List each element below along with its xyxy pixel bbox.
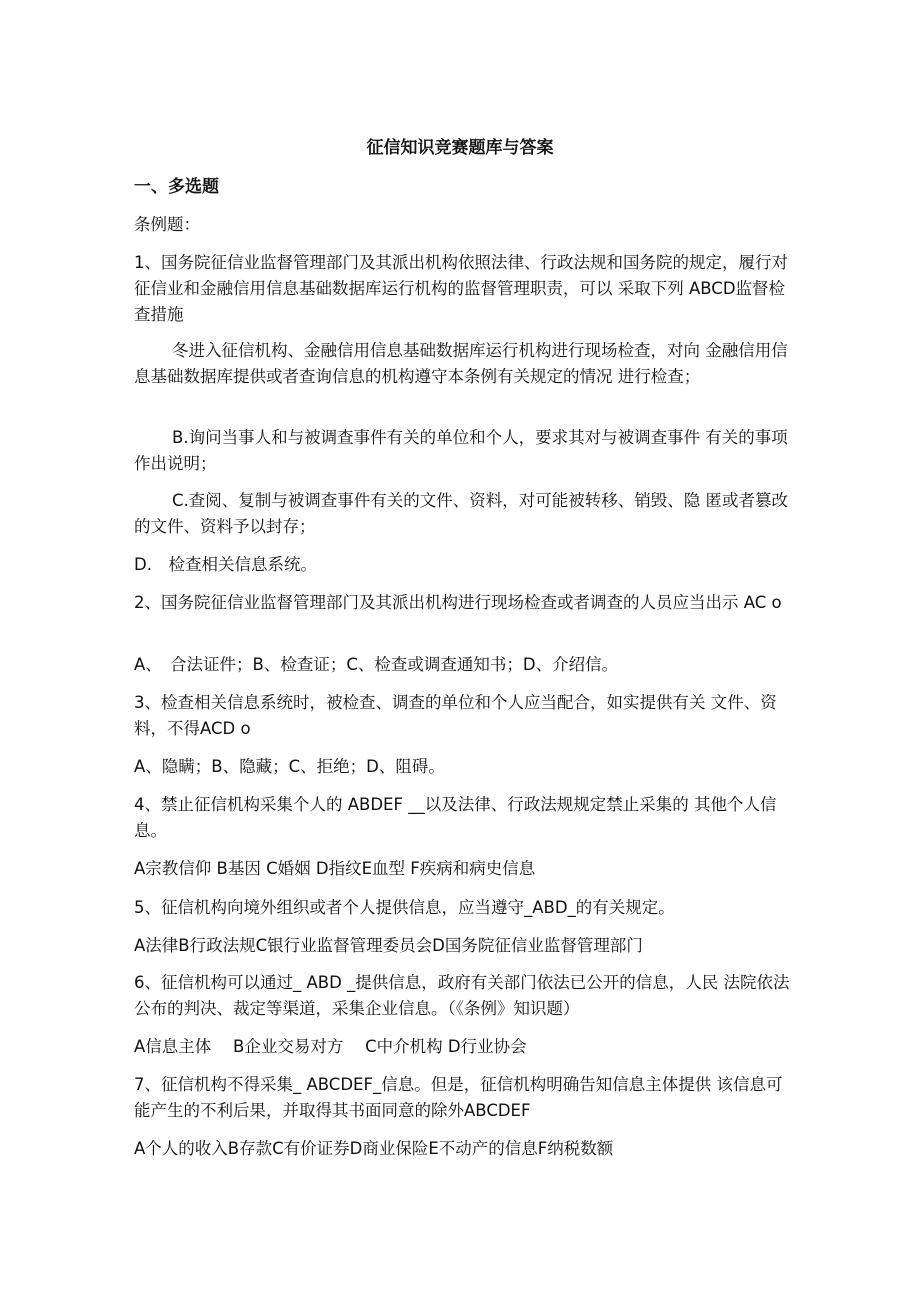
question-2-options: A、 合法证件；B、检查证；C、检查或调查通知书；D、介绍信。 — [134, 655, 619, 674]
question-3: 3、检查相关信息系统时，被检查、调查的单位和个人应当配合，如实提供有关 文件、资料，不得ACD o — [134, 693, 777, 738]
question-4: 4、禁止征信机构采集个人的 ABDEF __以及法律、行政法规规定禁止采集的 其他个人信息。 — [134, 795, 777, 840]
question-5-options: A法律B行政法规C银行业监督管理委员会D国务院征信业监督管理部门 — [134, 936, 643, 955]
intro-text: 条例题： — [134, 215, 200, 234]
question-1-option-c: C.查阅、复制与被调查事件有关的文件、资料，对可能被转移、销毁、隐 匿或者篡改的文件、资料予以封存； — [134, 491, 789, 536]
question-2: 2、国务院征信业监督管理部门及其派出机构进行现场检查或者调查的人员应当出示 AC o — [134, 593, 782, 612]
question-5: 5、征信机构向境外组织或者个人提供信息，应当遵守_ABD_的有关规定。 — [134, 898, 675, 917]
question-1-option-a: 冬进入征信机构、金融信用信息基础数据库运行机构进行现场检查，对向 金融信用信息基础数据库提供或者查询信息的机构遵守本条例有关规定的情况 进行检查； — [134, 341, 788, 386]
section-heading: 一、多选题 — [134, 177, 219, 197]
page-title: 征信知识竞赛题库与答案 — [366, 138, 554, 158]
question-1-option-d: D. 检查相关信息系统。 — [134, 555, 317, 574]
question-6-options: A信息主体 B企业交易对方 C中介机构 D行业协会 — [134, 1037, 527, 1056]
question-7-options: A个人的收入B存款C有价证券D商业保险E不动产的信息F纳税数额 — [134, 1139, 614, 1158]
question-1: 1、国务院征信业监督管理部门及其派出机构依照法律、行政法规和国务院的规定，履行对征信业和金融信用信息基础数据库运行机构的监督管理职责，可以 采取下列 ABCD监督检查措施 — [134, 253, 788, 324]
question-1-option-b: B.询问当事人和与被调查事件有关的单位和个人，要求其对与被调查事件 有关的事项作出说明； — [134, 428, 788, 473]
question-4-options: A宗教信仰 B基因 C婚姻 D指纹E血型 F疾病和病史信息 — [134, 859, 536, 878]
question-3-options: A、隐瞒；B、隐藏；C、拒绝；D、阻碍。 — [134, 757, 445, 776]
question-6: 6、征信机构可以通过_ ABD _提供信息，政府有关部门依法已公开的信息，人民 法院依法公布的判决、裁定等渠道，采集企业信息。（《条例》知识题） — [134, 973, 790, 1018]
question-7: 7、征信机构不得采集_ ABCDEF_信息。但是，征信机构明确告知信息主体提供 该信息可能产生的不利后果，并取得其书面同意的除外ABCDEF — [134, 1075, 783, 1120]
